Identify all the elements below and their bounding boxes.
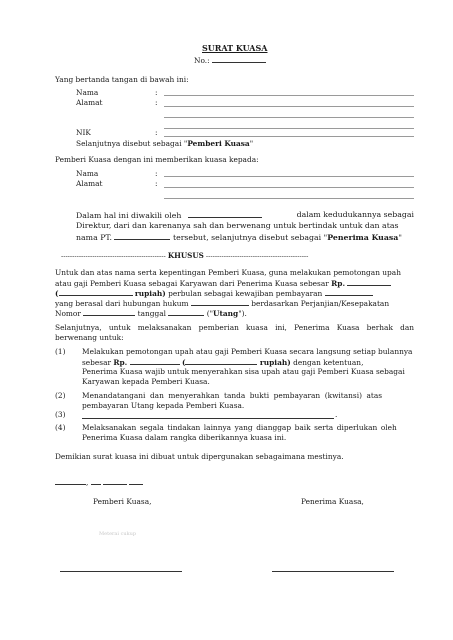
represented-text-1: Dalam hal ini diwakili oleh (76, 211, 182, 220)
para1-utang-label: Utang (213, 309, 239, 318)
grantee-called-suffix: " (398, 233, 402, 242)
represented-text-4: tersebut, selanjutnya disebut sebagai " (172, 233, 328, 242)
grantor-nik-colon: : (155, 128, 158, 137)
item2-number: (2) (55, 391, 66, 400)
khusus-dashes-left: ----------------------------------------------- (61, 252, 166, 260)
meterai-note: Meterai cukup (99, 531, 137, 537)
para1-nomor-label: Nomor (55, 309, 81, 318)
item3-end: . (335, 410, 338, 419)
represented-line-3 (76, 232, 402, 242)
place-date-separator: , (86, 478, 89, 487)
para1-text-2a: atau gaji Pemberi Kuasa sebagai Karyawan dari Penerima Kuasa sebesar (55, 279, 329, 288)
doc-number-text: No.: (194, 56, 210, 65)
grantor-alamat-field-3[interactable] (164, 128, 414, 129)
intro-text: Yang bertanda tangan di bawah ini: (55, 75, 189, 84)
day-blank[interactable] (91, 477, 101, 485)
para1-words-blank[interactable] (59, 288, 133, 296)
doc-title: SURAT KUASA (202, 43, 268, 53)
item4-number: (4) (55, 423, 66, 432)
para2-text: Selanjutnya, untuk melaksanakan pemberian kuasa ini, Penerima Kuasa berhak dan berwenang untuk: (55, 323, 414, 342)
grantee-alamat-label: Alamat (76, 179, 103, 188)
para1-line-3 (55, 288, 373, 298)
grantor-nama-colon: : (155, 88, 158, 97)
represented-text-3: nama PT. (76, 233, 112, 242)
khusus-divider (61, 251, 308, 261)
item1-line-4: Karyawan kepada Pemberi Kuasa. (82, 377, 210, 386)
para1-line-2 (55, 278, 414, 288)
month-blank[interactable] (103, 477, 127, 485)
grantor-called-as (76, 139, 253, 148)
sign-right-line[interactable] (272, 571, 394, 572)
item1-number: (1) (55, 347, 66, 356)
grantee-nama-label: Nama (76, 169, 99, 178)
represented-text-2: dalam kedudukannya sebagai (296, 210, 414, 219)
khusus-label: KHUSUS (167, 251, 204, 260)
grantor-called-name: Pemberi Kuasa (187, 139, 250, 148)
company-name-blank[interactable] (114, 232, 170, 240)
item1-paren-open: ( (181, 358, 186, 367)
item1-amount-blank[interactable] (130, 357, 180, 365)
grantor-nama-field[interactable] (164, 95, 414, 96)
grantor-nik-field[interactable] (164, 136, 414, 137)
sign-left-line[interactable] (60, 571, 182, 572)
grantor-nik-label: NIK (76, 128, 91, 137)
item1-rp-label: Rp. (113, 358, 128, 367)
sign-left-label: Pemberi Kuasa, (93, 497, 152, 506)
para1-relation-blank[interactable] (191, 298, 249, 306)
grantor-alamat-colon: : (155, 98, 158, 107)
grantee-alamat-field-2[interactable] (164, 198, 414, 199)
para1-obligation-blank[interactable] (325, 288, 373, 296)
para1-rp-label: Rp. (331, 279, 346, 288)
doc-number-blank[interactable] (212, 55, 266, 63)
para1-rupiah-label: rupiah) (134, 289, 166, 298)
grantee-nama-field[interactable] (164, 176, 414, 177)
year-blank[interactable] (129, 477, 143, 485)
item4-line-1: Melaksanakan segala tindakan lainnya yang dianggap baik serta diperlukan oleh (82, 423, 397, 432)
item1-words-blank[interactable] (185, 357, 257, 365)
item4-line-2: Penerima Kuasa dalam rangka diberikannya kuasa ini. (82, 433, 287, 442)
represented-line-2: Direktur, dari dan karenanya sah dan berwenang untuk bertindak untuk dan atas (76, 221, 399, 230)
grantor-alamat-field-2[interactable] (164, 117, 414, 118)
para1-utang-close: "). (238, 309, 247, 318)
item2-line-1: Menandatangani dan menyerahkan tanda bukti pembayaran (kwitansi) atas (82, 391, 383, 400)
para1-line-4 (55, 298, 389, 308)
grantee-nama-colon: : (155, 169, 158, 178)
para1-line-1: Untuk dan atas nama serta kepentingan Pemberi Kuasa, guna melakukan pemotongan upah (55, 268, 401, 277)
item1-line-2 (82, 357, 414, 367)
represented-line-1 (76, 210, 414, 220)
grantee-alamat-field-1[interactable] (164, 187, 414, 188)
para1-utang-open: (" (206, 309, 214, 318)
khusus-dashes-right: ---------------------------------------------- (205, 252, 309, 260)
grantor-called-suffix: " (249, 139, 254, 148)
place-date (55, 477, 143, 487)
sign-right-label: Penerima Kuasa, (301, 497, 364, 506)
doc-number-label (194, 55, 266, 65)
grantor-alamat-field-1[interactable] (164, 106, 414, 107)
item3-number: (3) (55, 410, 66, 419)
para1-nomor-blank[interactable] (83, 308, 135, 316)
grantor-called-prefix: Selanjutnya disebut sebagai " (76, 139, 188, 148)
para1-line-5 (55, 308, 247, 318)
item2-line-2: pembayaran Utang kepada Pemberi Kuasa. (82, 401, 245, 410)
grantor-nama-label: Nama (76, 88, 99, 97)
para1-text-4b: berdasarkan Perjanjian/Kesepakatan (251, 299, 390, 308)
item1-line-1: Melakukan pemotongan upah atau gaji Pemberi Kuasa secara langsung setiap bulannya (82, 347, 413, 356)
place-blank[interactable] (55, 477, 89, 487)
grantee-alamat-colon: : (155, 179, 158, 188)
grantee-called-name: Penerima Kuasa (327, 233, 399, 242)
item1-line-3: Penerima Kuasa wajib untuk menyerahkan sisa upah atau gaji Pemberi Kuasa sebagai (82, 367, 405, 376)
para1-amount-blank[interactable] (347, 278, 391, 286)
para1-text-4a: yang berasal dari hubungan hukum (55, 299, 189, 308)
para1-tanggal-blank[interactable] (168, 308, 204, 316)
closing-text: Demikian surat kuasa ini dibuat untuk dipergunakan sebagaimana mestinya. (55, 452, 344, 461)
grant-intro-text: Pemberi Kuasa dengan ini memberikan kuasa kepada: (55, 155, 259, 164)
item1-rupiah-label: rupiah) (259, 358, 291, 367)
para1-paren-open: ( (55, 289, 59, 298)
item3-blank[interactable] (82, 418, 334, 419)
para1-tanggal-label: tanggal (137, 309, 167, 318)
item1-text-2e: dengan ketentuan, (293, 358, 364, 367)
item1-text-2a: sebesar (82, 358, 112, 367)
para1-text-3c: perbulan sebagai kewajiban pembayaran (168, 289, 323, 298)
grantor-alamat-label: Alamat (76, 98, 103, 107)
representative-name-blank[interactable] (188, 210, 262, 218)
